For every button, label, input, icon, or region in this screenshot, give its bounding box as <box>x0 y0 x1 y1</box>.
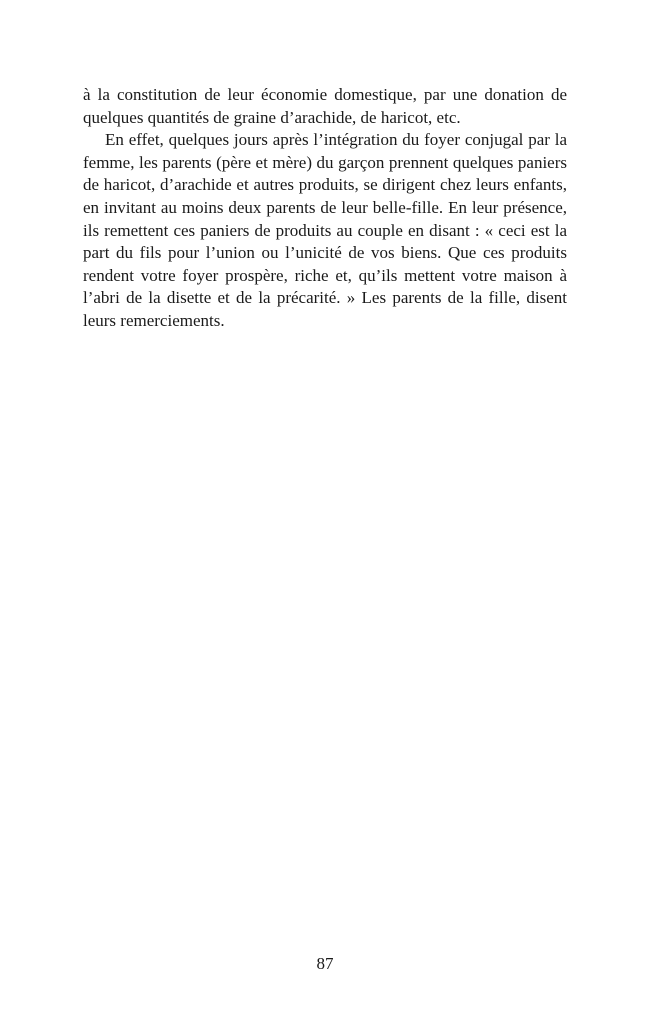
paragraph-main: En effet, quelques jours après l’intégration du foyer conjugal par la femme, les parents (père et mère) du garçon prennent quelques paniers de haricot, d’arachide et autres produits, se dirigent chez leurs enfants, en invitant au moins deux parents de leur belle-fille. En leur présence, ils remettent ces paniers de produits au couple en disant : « ceci est la part du fils pour l’union ou l’unicité de vos biens. Que ces produits rendent votre foyer prospère, riche et, qu’ils mettent votre maison à l’abri de la disette et de la précarité. » Les parents de la fille, disent leurs remerciements. <box>83 130 567 330</box>
page-number: 87 <box>316 954 334 973</box>
paragraph-continuation: à la constitution de leur économie domestique, par une donation de quelques quantités de graine d’arachide, de haricot, etc. <box>83 85 567 127</box>
body-text <box>83 84 567 333</box>
